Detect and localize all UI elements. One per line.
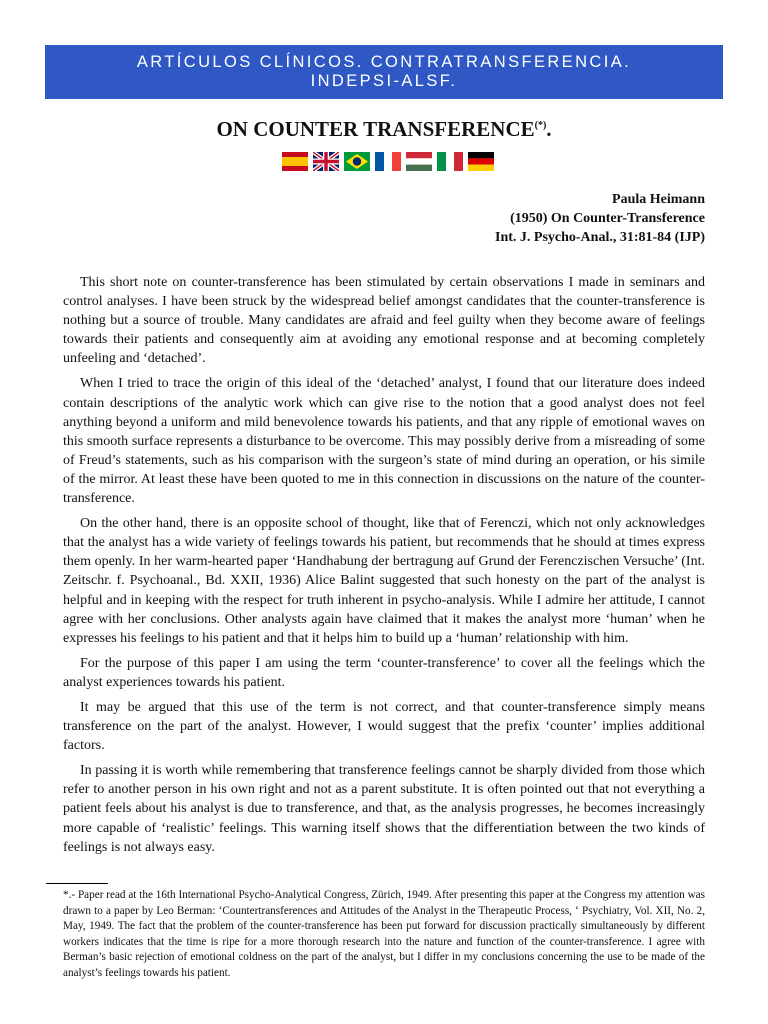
work-title: (1950) On Counter-Transference: [510, 211, 705, 226]
title-text: ON COUNTER TRANSFERENCE: [216, 117, 535, 141]
footnote-marker[interactable]: (*): [534, 120, 547, 131]
footnote: [63, 888, 705, 982]
author-name: Paula Heimann: [612, 192, 705, 207]
paragraph: When I tried to trace the origin of this ideal of the ‘detached’ analyst, I found that our literature does indeed contain descriptions of the analytic work which can give rise to the notion that a good analyst does not feel anything beyond a uniform and mild benevolence towards his patients, and that any ripple of emotional waves on this smooth surface represents a disturbance to be overcome. This may possibly derive from a misreading of some of Freud’s statements, such as his comparison with the surgeon’s state of mind during an operation, or his simile of the mirror. At least these have been quoted to me in this connection in discussions on the nature of the counter-transference.: [63, 376, 705, 507]
uk-flag-icon[interactable]: [313, 152, 339, 171]
page-title: [0, 117, 768, 142]
banner-line-2: INDEPSI-ALSF.: [310, 72, 458, 90]
paragraph: This short note on counter-transference has been stimulated by certain observations I made in seminars and control analyses. I have been struck by the widespread belief amongst candidates that the counter-transference is nothing but a source of trouble. Many candidates are afraid and feel guilty when they become aware of feelings towards their patients and consequently aim at avoiding any emotional response and at becoming completely unfeeling and ‘detached’.: [63, 275, 705, 367]
paragraph: For the purpose of this paper I am using the term ‘counter-transference’ to cover all the feelings which the analyst experiences towards his patient.: [63, 655, 705, 690]
paragraph: It may be argued that this use of the term is not correct, and that counter-transference simply means transference on the part of the analyst. However, I would suggest that the prefix ‘counter’ implies additional factors.: [63, 699, 705, 754]
paragraph: In passing it is worth while remembering that transference feelings cannot be sharply divided from those which refer to another person in his own right and not as a parent substitute. It is often pointed out that not everything a patient feels about his analyst is due to transference, and that, as the analysis progresses, he becomes increasingly more capable of ‘realistic’ feelings. This warning itself shows that the differentiation between the two kinds of feelings is not always easy.: [63, 763, 705, 855]
citation-block: [495, 190, 705, 247]
france-flag-icon[interactable]: [375, 152, 401, 171]
spain-flag-icon[interactable]: [282, 152, 308, 171]
hungary-flag-icon[interactable]: [406, 152, 432, 171]
journal-reference: Int. J. Psycho-Anal., 31:81-84 (IJP): [495, 230, 705, 245]
banner-line-1: ARTÍCULOS CLÍNICOS. CONTRATRANSFERENCIA.: [136, 53, 632, 71]
header-banner: [45, 45, 723, 99]
footnote-text: *.- Paper read at the 16th International Psycho-Analytical Congress, Zürich, 1949. After presenting this paper at the Congress my attention was drawn to a paper by Leo Berman: ‘Countertransferences and Attitudes of the Analyst in the Therapeutic Process, ‘ Psychiatry, Vol. XII, No. 2, May, 1949. The fact that the problem of the counter-transference has been put forward for discussion practically simultaneously by different workers indicates that the time is ripe for a more thorough research into the nature and function of the counter-transference. I agree with Berman’s basic rejection of emotional coldness on the part of the analyst, but I differ in my conclusions concerning the use to be made of the analyst’s feelings towards his patient.: [63, 889, 705, 979]
brazil-flag-icon[interactable]: [344, 152, 370, 171]
language-flags: [282, 152, 494, 172]
italy-flag-icon[interactable]: [437, 152, 463, 171]
germany-flag-icon[interactable]: [468, 152, 494, 171]
footnote-divider: [46, 883, 108, 884]
title-end: .: [546, 117, 552, 141]
article-body: [63, 273, 705, 863]
paragraph: On the other hand, there is an opposite school of thought, like that of Ferenczi, which not only acknowledges that the analyst has a wide variety of feelings towards his patient, but recommends that he should at times express them openly. In her warm-hearted paper ‘Handhabung der bertragung auf Grund der Ferenczischen Versuche’ (Int. Zeitschr. f. Psychoanal., Bd. XXII, 1936) Alice Balint suggested that such honesty on the part of the analyst is helpful and in keeping with the respect for truth inherent in psycho-analysis. While I admire her attitude, I cannot agree with her conclusions. Other analysts again have claimed that it makes the analyst more ‘human’ when he expresses his feelings to his patient and that it helps him to build up a ‘human’ relationship with him.: [63, 516, 705, 646]
